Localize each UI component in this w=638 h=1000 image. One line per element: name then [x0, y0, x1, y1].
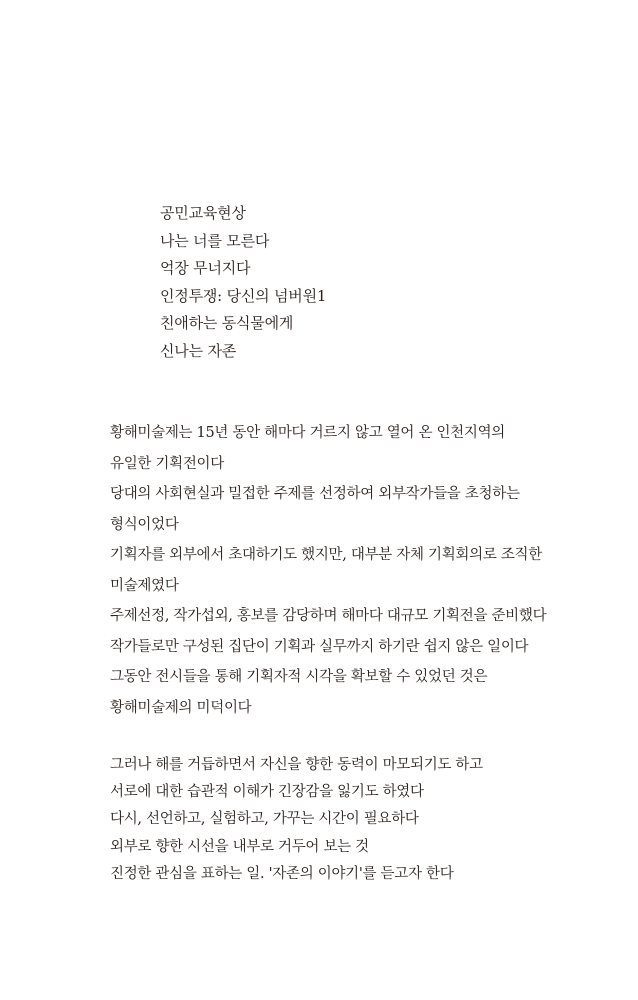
- text-line: 형식이었다: [110, 516, 179, 533]
- text-line: 황해미술제는 15년 동안 해마다 거르지 않고 열어 온 인천지역의: [110, 425, 505, 441]
- text-line: 진정한 관심을 표하는 일. '자존의 이야기'를 듣고자 한다: [110, 865, 454, 882]
- text-line: 당대의 사회현실과 밀접한 주제를 선정하여 외부작가들을 초청하는: [110, 486, 520, 502]
- text-line: 그동안 전시들을 통해 기획자적 시각을 확보할 수 있었던 것은: [110, 669, 488, 685]
- text-line: 주제선정, 작가섭외, 홍보를 감당하며 해마다 대규모 기획전을 준비했다: [110, 608, 547, 624]
- text-line: 외부로 향한 시선을 내부로 거두어 보는 것: [110, 838, 369, 855]
- text-line: 작가들로만 구성된 집단이 기획과 실무까지 하기란 쉽지 않은 일이다: [110, 638, 529, 655]
- text-line: 그러나 해를 거듭하면서 자신을 향한 동력이 마모되기도 하고: [110, 757, 483, 773]
- text-line: 서로에 대한 습관적 이해가 긴장감을 잃기도 하였다: [110, 784, 424, 801]
- exhibition-title: 공민교육현상: [160, 204, 246, 222]
- exhibition-title: 나는 너를 모른다: [160, 231, 270, 250]
- exhibition-title: 친애하는 동식물에게: [160, 314, 294, 333]
- text-line: 미술제였다: [110, 577, 179, 594]
- text-line: 유일한 기획전이다: [110, 455, 224, 472]
- text-line: 황해미술제의 미덕이다: [110, 699, 252, 716]
- exhibition-title: 억장 무너지다: [160, 259, 251, 278]
- intro-paragraph: [110, 418, 546, 723]
- exhibition-title: 신나는 자존: [160, 341, 237, 360]
- exhibition-title: 인정투쟁: 당신의 넘버원1: [160, 286, 327, 305]
- text-line: 다시, 선언하고, 실험하고, 가꾸는 시간이 필요하다: [110, 811, 419, 828]
- closing-paragraph: [110, 752, 483, 888]
- text-line: 기획자를 외부에서 초대하기도 했지만, 대부분 자체 기획회의로 조직한: [110, 547, 542, 563]
- exhibition-title-list: [160, 200, 326, 366]
